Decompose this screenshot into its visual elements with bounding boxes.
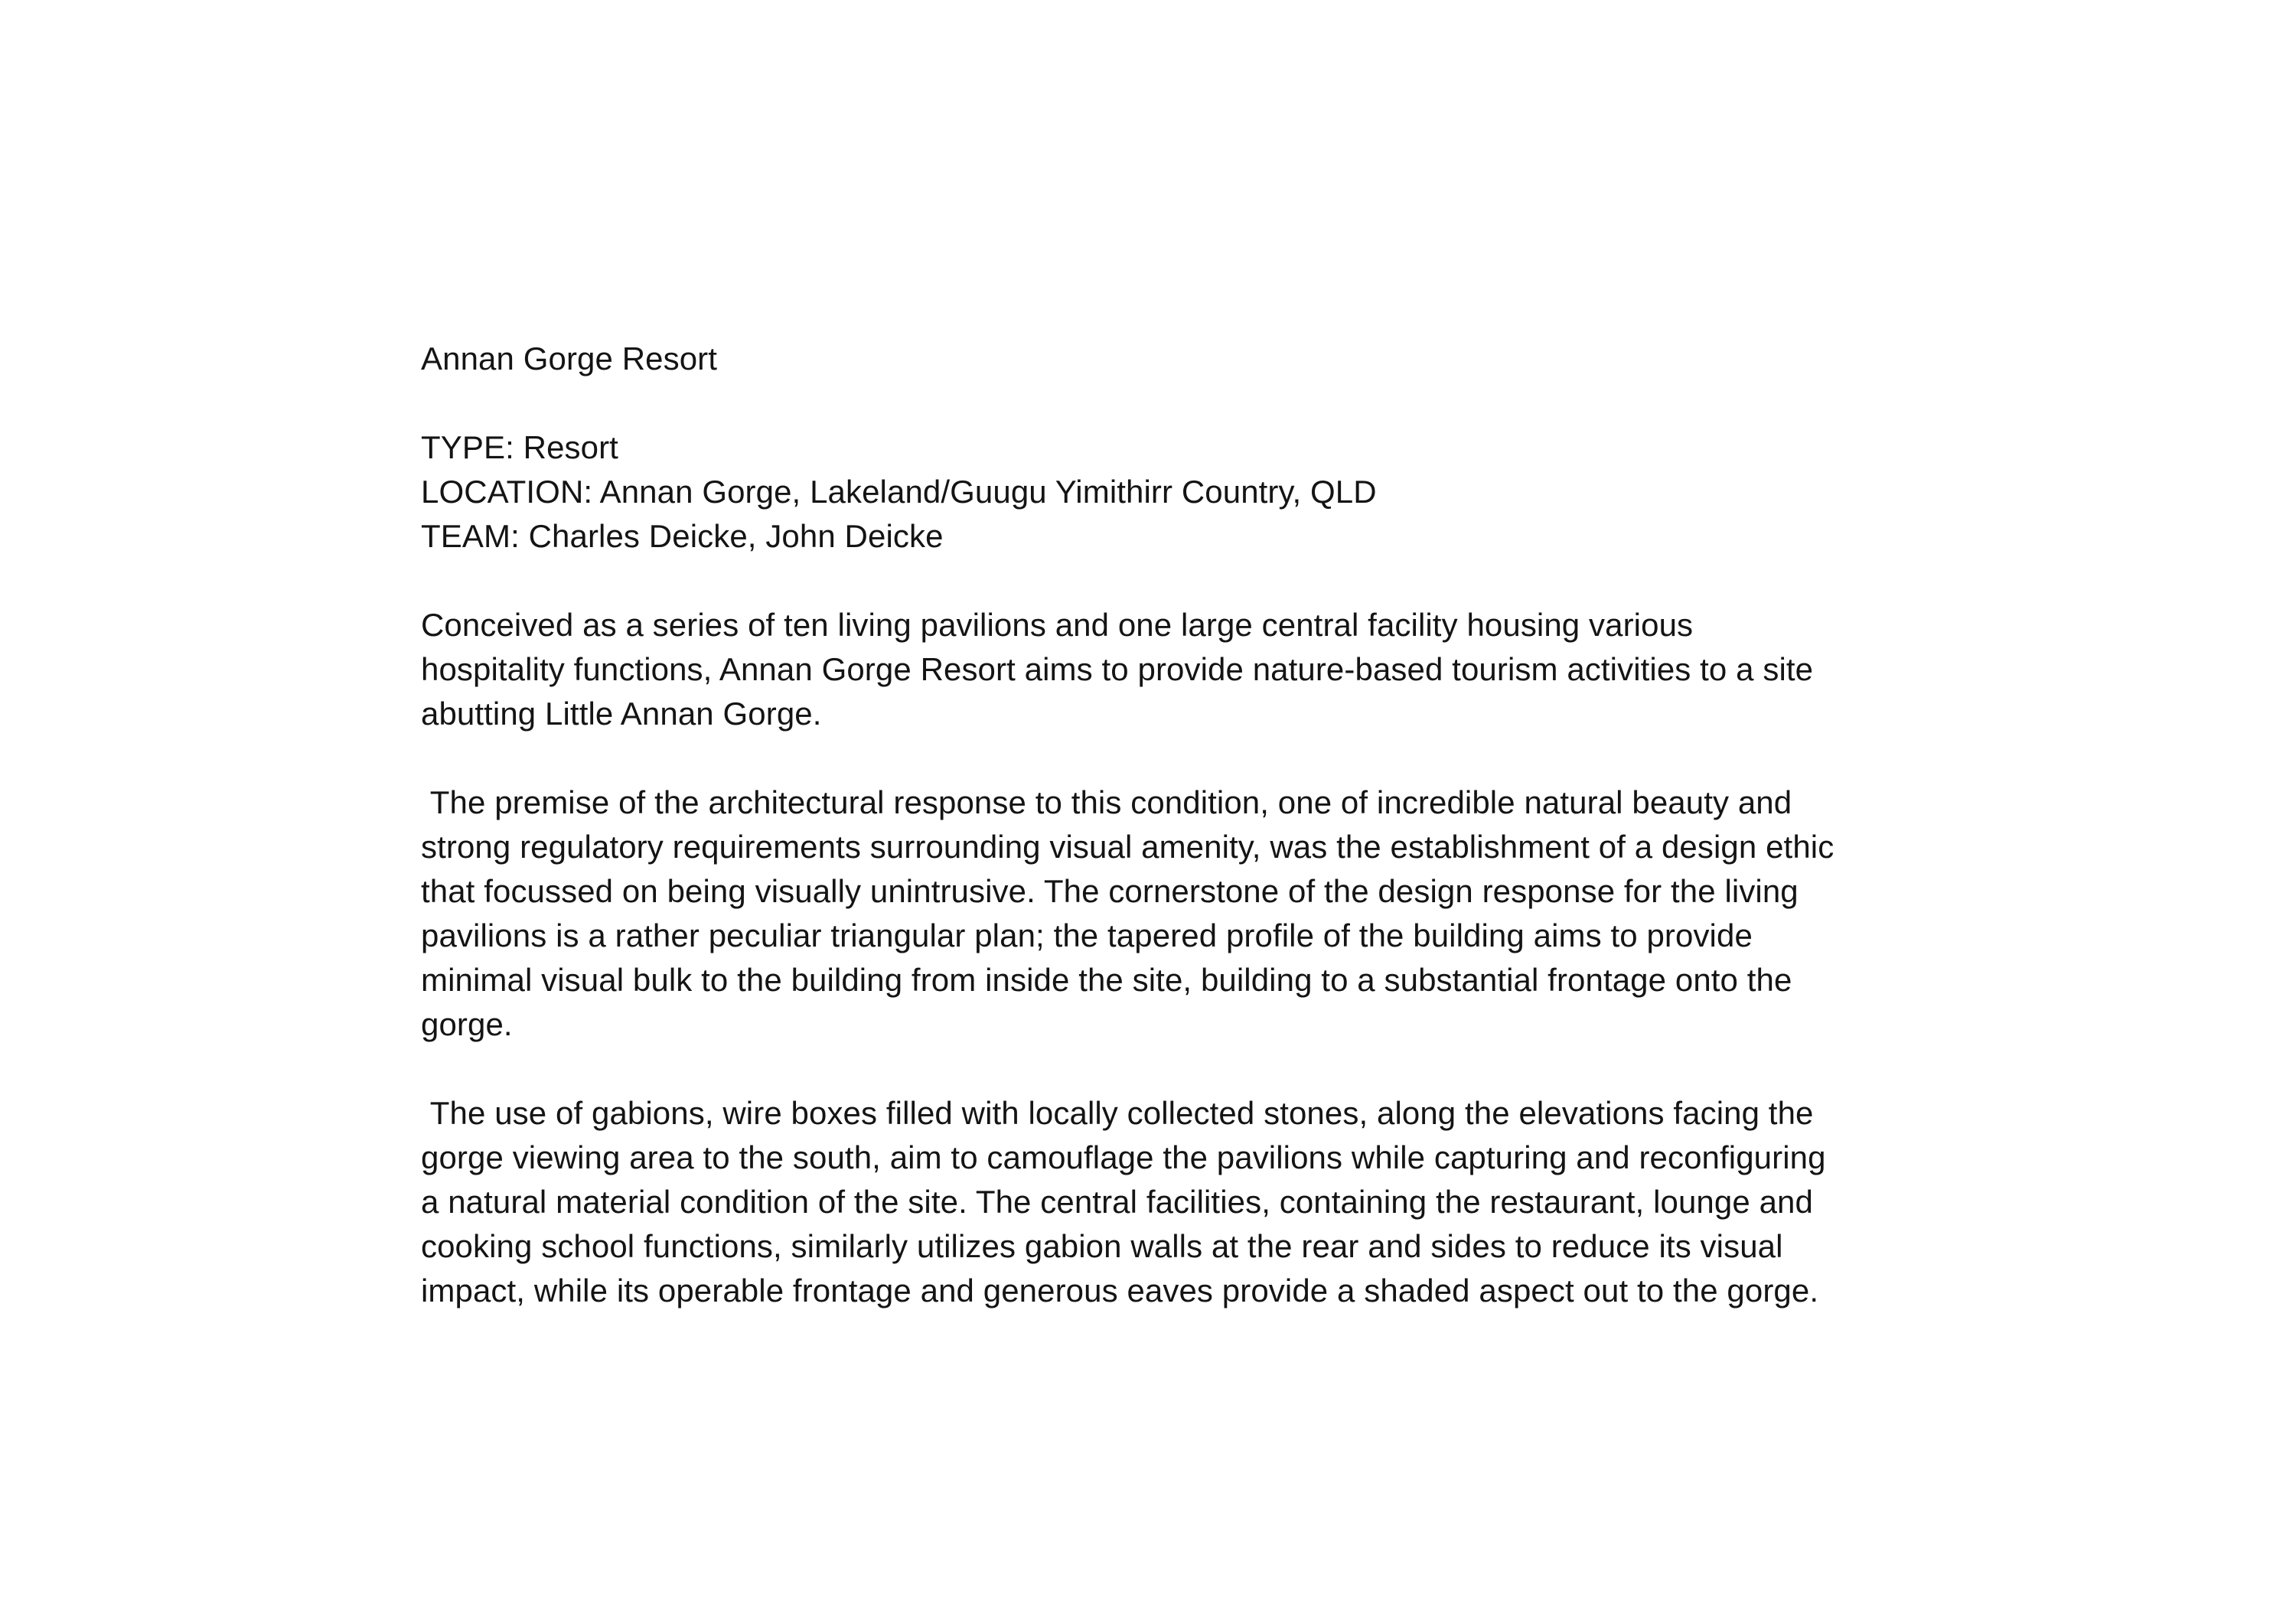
meta-type: TYPE: Resort [421, 429, 618, 465]
meta-location: LOCATION: Annan Gorge, Lakeland/Guugu Yimithirr Country, QLD [421, 474, 1377, 510]
paragraph-overview: Conceived as a series of ten living pavilions and one large central facility housing various hospitality functions, Annan Gorge Resort aims to provide nature-based tourism activities to a site abutting Little Annan Gorge. [421, 607, 1822, 732]
text-block [421, 337, 1844, 1313]
meta-team: TEAM: Charles Deicke, John Deicke [421, 518, 944, 554]
paragraph-design-premise: The premise of the architectural response to this condition, one of incredible natural beauty and strong regulatory requirements surrounding visual amenity, was the establishment of a design ethic that focussed on being visually unintrusive. The cornerstone of the design response for the living pavilions is a rather peculiar triangular plan; the tapered profile of the building aims to provide minimal visual bulk to the building from inside the site, building to a substantial frontage onto the gorge. [421, 784, 1844, 1042]
project-meta [421, 425, 1844, 559]
paragraph-materials: The use of gabions, wire boxes filled with locally collected stones, along the elevations facing the gorge viewing area to the south, aim to camouflage the pavilions while capturing and reconfiguring a natural material condition of the site. The central facilities, containing the restaurant, lounge and cooking school functions, similarly utilizes gabion walls at the rear and sides to reduce its visual impact, while its operable frontage and generous eaves provide a shaded aspect out to the gorge. [421, 1095, 1835, 1309]
project-title: Annan Gorge Resort [421, 341, 718, 376]
